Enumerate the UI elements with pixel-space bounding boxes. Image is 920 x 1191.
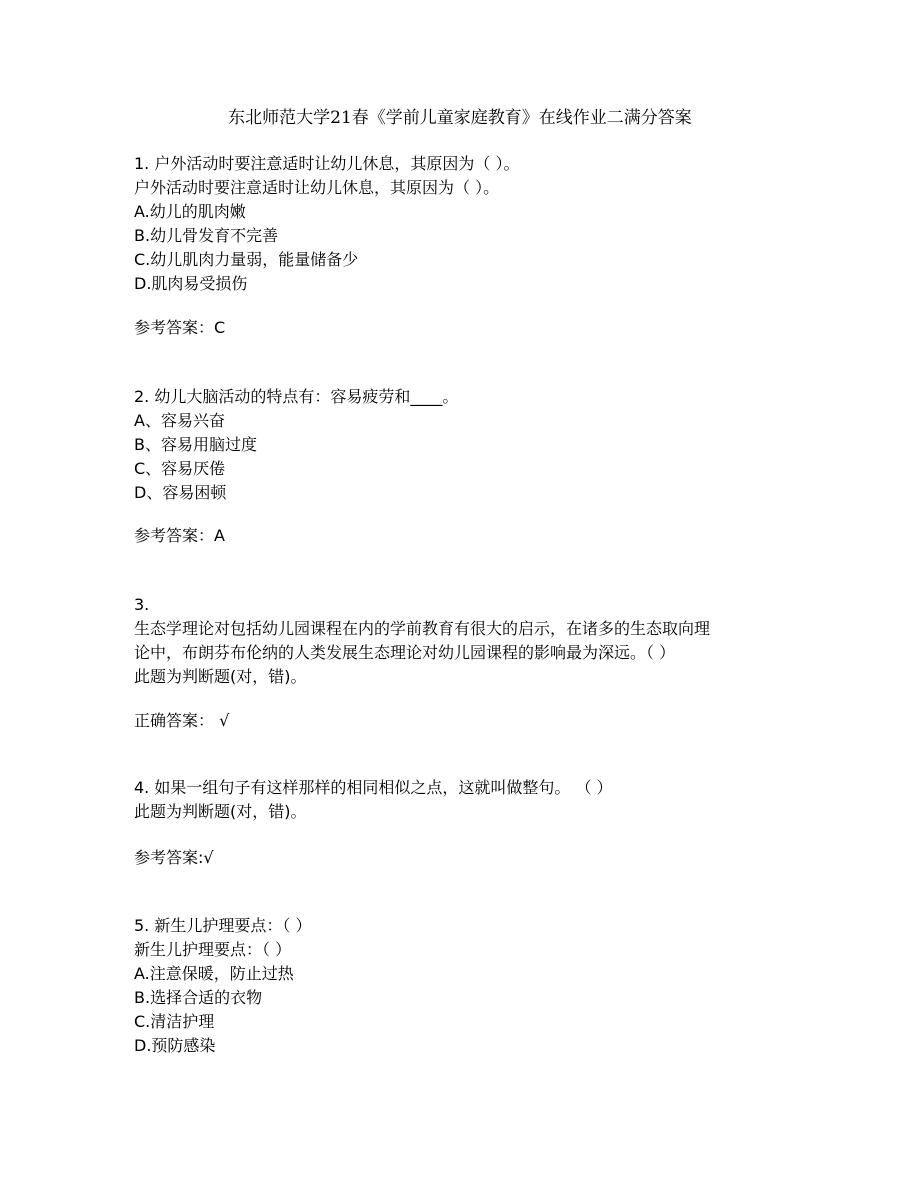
question-1-stem: 户外活动时要注意适时让幼儿休息，其原因为（ ）。 [134,178,500,197]
question-3-stem-line-3: 此题为判断题(对，错)。 [134,667,307,686]
question-1-heading: 1. 户外活动时要注意适时让幼儿休息，其原因为（ ）。 [134,154,520,173]
question-5-option-c: C.清洁护理 [134,1012,215,1031]
question-4-heading: 4. 如果一组句子有这样那样的相同相似之点，这就叫做整句。 （ ） [134,778,613,797]
question-5-option-d: D.预防感染 [134,1036,216,1055]
question-2-option-c: C、容易厌倦 [134,459,226,478]
question-2-option-a: A、容易兴奋 [134,411,225,430]
question-1-option-b: B.幼儿骨发育不完善 [134,226,279,245]
question-1-answer: 参考答案：C [134,318,226,337]
question-2-heading: 2. 幼儿大脑活动的特点有：容易疲劳和____。 [134,387,459,406]
question-2-option-d: D、容易困顿 [134,483,227,502]
document-title: 东北师范大学21春《学前儿童家庭教育》在线作业二满分答案 [228,108,692,128]
question-4-stem: 此题为判断题(对，错)。 [134,802,307,821]
question-3-heading: 3. [134,595,150,614]
question-1-option-d: D.肌肉易受损伤 [134,274,248,293]
question-3-stem-line-2: 论中，布朗芬布伦纳的人类发展生态理论对幼儿园课程的影响最为深远。（ ） [134,643,676,662]
question-1-option-a: A.幼儿的肌肉嫩 [134,202,246,221]
question-2-option-b: B、容易用脑过度 [134,435,257,454]
question-1-option-c: C.幼儿肌肉力量弱，能量储备少 [134,250,359,269]
question-4-answer: 参考答案:√ [134,848,214,867]
question-5-heading: 5. 新生儿护理要点：（ ） [134,916,312,935]
question-3-stem-line-1: 生态学理论对包括幼儿园课程在内的学前教育有很大的启示，在诸多的生态取向理 [134,619,711,638]
question-5-stem: 新生儿护理要点：（ ） [134,940,292,959]
question-5-option-a: A.注意保暖，防止过热 [134,964,294,983]
question-3-answer: 正确答案： √ [134,711,230,730]
question-5-option-b: B.选择合适的衣物 [134,988,263,1007]
question-2-answer: 参考答案：A [134,526,225,545]
